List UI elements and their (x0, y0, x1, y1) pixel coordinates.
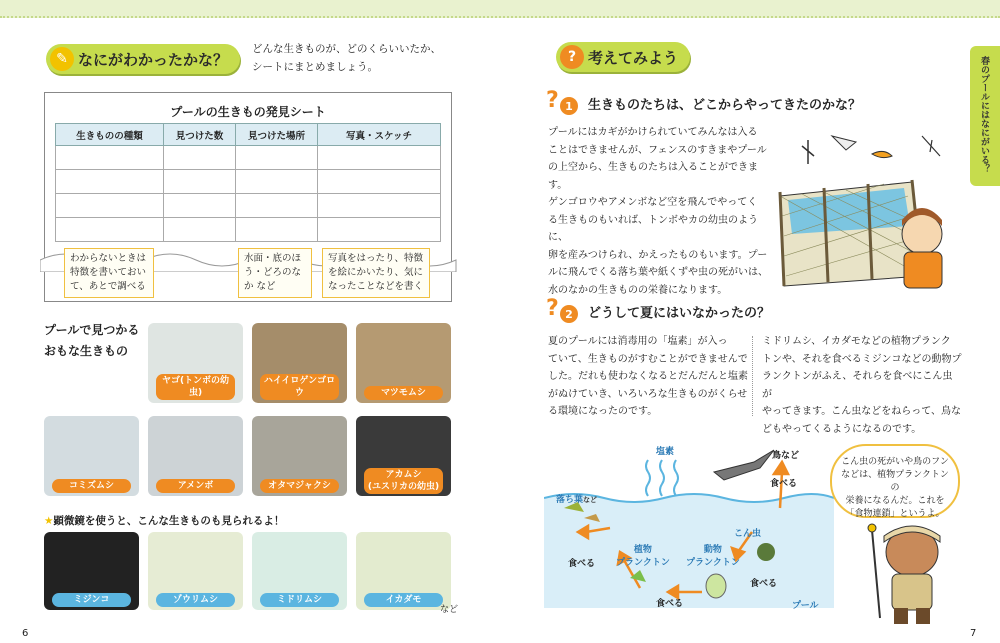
label-eat-4: 食べる (656, 599, 684, 609)
col-species: 生きものの種類 (56, 124, 164, 146)
label-eat-3: 食べる (750, 579, 778, 589)
photo-amenbo: アメンボ (148, 416, 243, 496)
photo-haiiro-gengorou: ハイイロゲンゴロウ (252, 323, 347, 403)
note-place: 水面・底のほう・どろのなか など (238, 248, 312, 298)
label-eat-1: 食べる (770, 479, 798, 489)
intro-text: どんな生きものが、どのくらいいたか、 シートにまとめましょう。 (252, 43, 441, 73)
question-icon: ? (560, 45, 584, 69)
note-photo: 写真をはったり、特徴を絵にかいたり、気になったことなどを書く (322, 248, 430, 298)
table-row (56, 146, 441, 170)
question-2-heading: ? 2 どうして夏にはいなかったの？ (546, 298, 770, 324)
label-insect: こん虫 (734, 529, 762, 539)
heading-think-about-it: ? 考えてみよう (556, 42, 690, 72)
table-row (56, 218, 441, 242)
star-icon: ★ (44, 515, 54, 527)
photo-matsumomushi: マツモムシ (356, 323, 451, 403)
photo-mijinko: ミジンコ (44, 532, 139, 610)
explorer-mascot (858, 518, 958, 626)
microscope-label: ★顕微鏡を使うと、こんな生きものも見られるよ！ (44, 515, 285, 527)
col-place: 見つけた場所 (236, 124, 318, 146)
column-divider (752, 336, 753, 416)
table-row (56, 170, 441, 194)
label-animal-plankton: 動物 プランクトン (686, 545, 740, 568)
sheet-title: プールの生きもの発見シート (170, 105, 326, 119)
micro-etc: など (440, 605, 459, 615)
main-creatures-label: プールで見つかる おもな生きもの (44, 323, 140, 358)
question-1-text: プールにはカギがかけられていてみんなは入る ことはできませんが、フェンスのすきまやプール の上空から、生きものたちは入ることができます。 ゲンゴロウやアメンボなど空を飛んでやってく る生きものもいれば、トンボやカの幼虫のように、 卵を産みつけられ、かえったものもいます。プー ルに飛んでくる落ち葉や紙くずや虫の死がいは、 水のなかの生きものの栄養になります。 (548, 127, 768, 296)
heading-what-did-you-learn: ✎ なにがわかったかな？ (46, 44, 240, 74)
photo-midorimushi: ミドリムシ (252, 532, 347, 610)
label-eat-2: 食べる (568, 559, 596, 569)
label-bird: 鳥など (772, 451, 800, 461)
photo-zourimushi: ゾウリムシ (148, 532, 243, 610)
table-row (56, 194, 441, 218)
photo-akamushi: アカムシ (ユスリカの幼虫) (356, 416, 451, 496)
question-badge-icon: ? 2 (546, 298, 580, 324)
pool-fence-illustration (772, 126, 962, 290)
page-number-right: 7 (970, 628, 977, 639)
label-pool: プール (792, 601, 819, 611)
left-page (0, 18, 500, 643)
pencil-icon: ✎ (50, 47, 74, 71)
photo-yago: ヤゴ(トンボの幼虫) (148, 323, 243, 403)
col-photo: 写真・スケッチ (318, 124, 441, 146)
speech-bubble: こん虫の死がいや鳥のフン などは、植物プランクトンの 栄養になるんだ。これを 「食物連鎖」というよ。 (830, 444, 960, 518)
chapter-side-tab: 春のプールにはなにがいる？ (970, 46, 1000, 186)
photo-ikadamo: イカダモ (356, 532, 451, 610)
photo-komizumushi: コミズムシ (44, 416, 139, 496)
question-badge-icon: ? 1 (546, 90, 580, 116)
top-dotted-band (0, 0, 1000, 18)
question-2-text-right: ミドリムシ、イカダモなどの植物プランク トンや、それを食べるミジンコなどの動物プ ランクトンがふえ、それらを食べにこん虫が やってきます。こん虫などをねらって、鳥な どもやってくるようになるのです。 (762, 336, 962, 435)
photo-otamajakushi: オタマジャクシ (252, 416, 347, 496)
col-count: 見つけた数 (164, 124, 236, 146)
label-plant-plankton: 植物 プランクトン (616, 545, 670, 568)
question-1-heading: ? 1 生きものたちは、どこからやってきたのかな？ (546, 90, 861, 116)
label-leaves: 落ち葉など (556, 495, 598, 505)
page-number-left: 6 (22, 628, 29, 639)
sheet-table (55, 123, 441, 242)
note-species: わからないときは特徴を書いておいて、あとで調べる (64, 248, 154, 298)
question-2-text-left: 夏のプールには消毒用の「塩素」が入っ ていて、生きものがすむことができませんで した。だれも使わなくなるとだんだんと塩素 がぬけていき、いろいろな生きものがくらせ る環境になったのです。 (548, 336, 748, 417)
label-chlorine: 塩素 (656, 447, 675, 457)
